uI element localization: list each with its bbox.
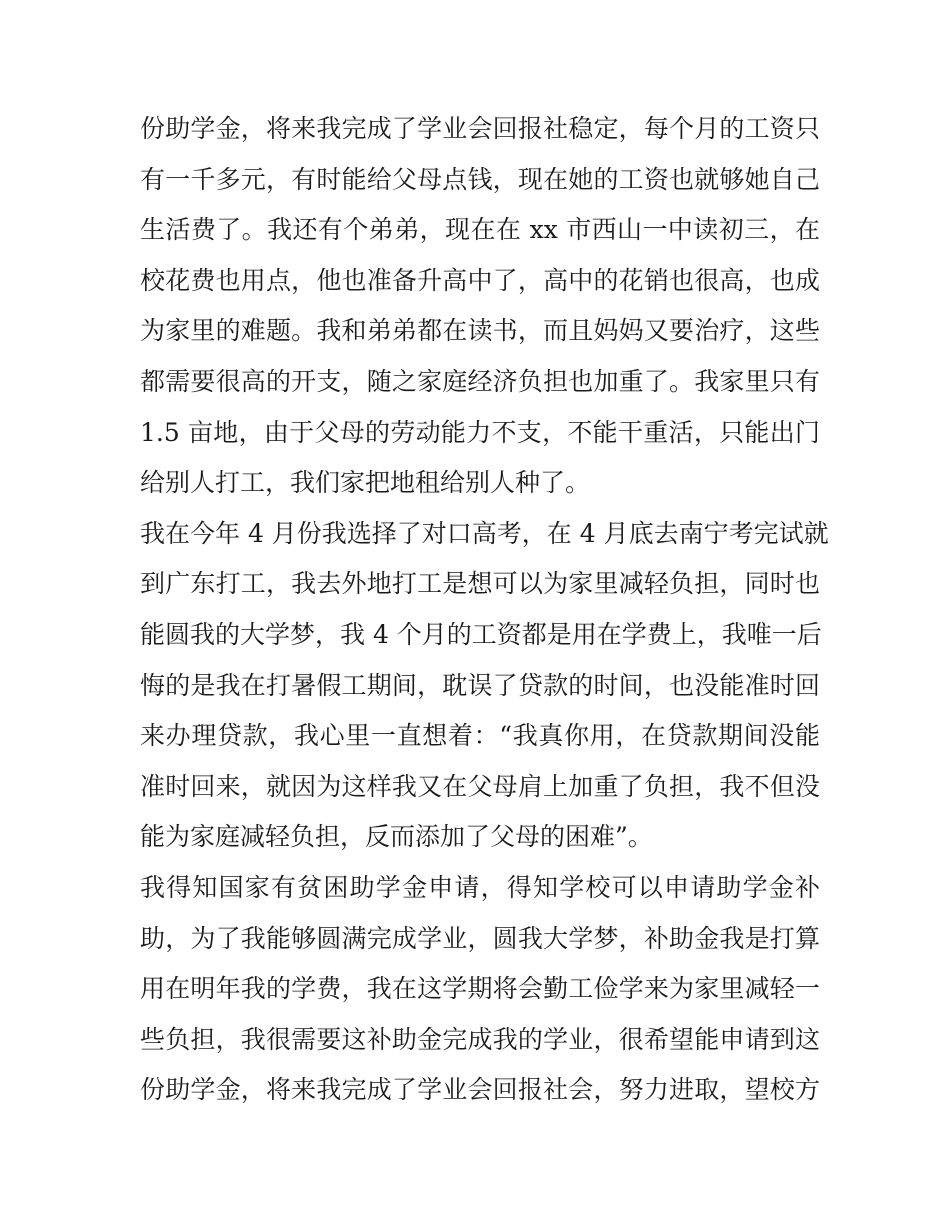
text-line: 给别人打工，我们家把地租给别人种了。 xyxy=(140,468,591,498)
text-line: 份助学金，将来我完成了学业会回报社稳定，每个月的工资只 xyxy=(140,114,820,143)
text-line: 来办理贷款，我心里一直想着：“我真你用，在贷款期间没能 xyxy=(140,721,820,751)
text-line: 为家里的难题。我和弟弟都在读书，而且妈妈又要治疗，这些 xyxy=(140,316,820,346)
text-line: 我在今年 4 月份我选择了对口高考，在 4 月底去南宁考完试就 xyxy=(140,518,829,548)
text-line: 能圆我的大学梦，我 4 个月的工资都是用在学费上，我唯一后 xyxy=(140,619,822,649)
text-line: 有一千多元，有时能给父母点钱，现在她的工资也就够她自己 xyxy=(140,164,820,194)
text-line: 悔的是我在打暑假工期间，耽误了贷款的时间，也没能准时回 xyxy=(140,670,820,700)
text-line: 准时回来，就因为这样我又在父母肩上加重了负担，我不但没 xyxy=(140,771,820,801)
text-line: 校花费也用点，他也准备升高中了，高中的花销也很高，也成 xyxy=(140,265,820,295)
text-line: 些负担，我很需要这补助金完成我的学业，很希望能申请到这 xyxy=(140,1024,820,1054)
text-line: 份助学金，将来我完成了学业会回报社会，努力进取，望校方 xyxy=(140,1075,820,1105)
text-line: 用在明年我的学费，我在这学期将会勤工俭学来为家里减轻一 xyxy=(140,974,820,1004)
text-line: 我得知国家有贫困助学金申请，得知学校可以申请助学金补 xyxy=(140,872,820,902)
text-line: 1.5 亩地，由于父母的劳动能力不支，不能干重活，只能出门 xyxy=(140,417,820,447)
text-line: 能为家庭减轻负担，反而添加了父母的困难”。 xyxy=(140,822,653,852)
text-line: 到广东打工，我去外地打工是想可以为家里减轻负担，同时也 xyxy=(140,569,820,599)
text-line: 生活费了。我还有个弟弟，现在在 xx 市西山一中读初三，在 xyxy=(140,215,820,245)
text-line: 都需要很高的开支，随之家庭经济负担也加重了。我家里只有 xyxy=(140,366,820,396)
document-body xyxy=(140,104,829,1116)
text-line: 助，为了我能够圆满完成学业，圆我大学梦，补助金我是打算 xyxy=(140,923,820,953)
